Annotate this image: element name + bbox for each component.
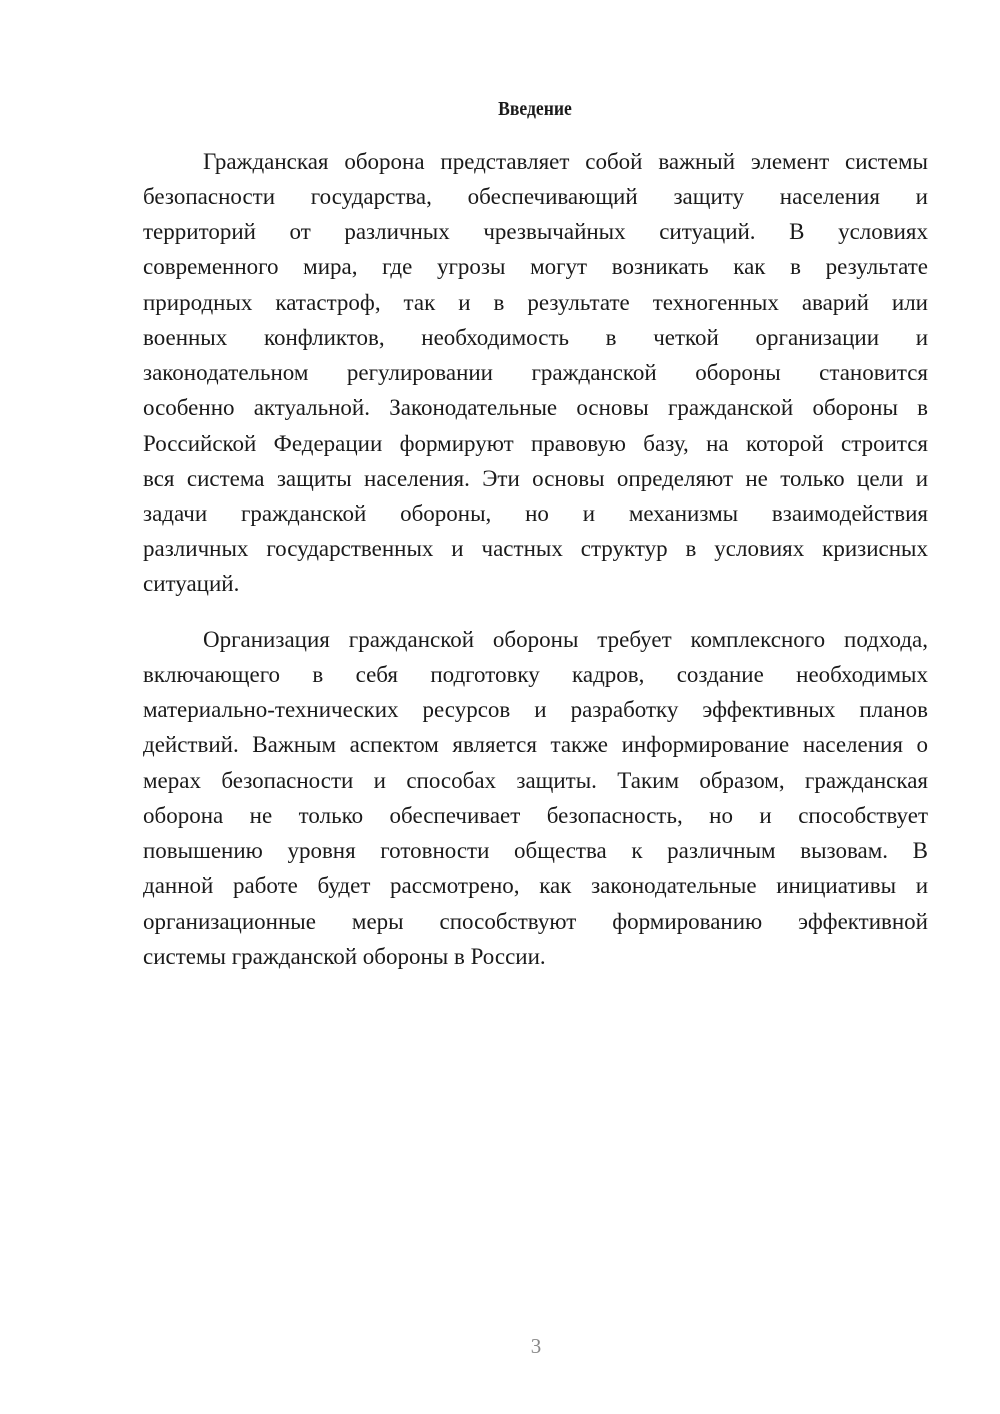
text-line: безопасности государства, обеспечивающий защиту населения и [143, 184, 928, 209]
text-line: законодательном регулировании гражданской обороны становится [143, 360, 928, 385]
text-line: повышению уровня готовности общества к различным вызовам. В [143, 838, 928, 863]
page-number: 3 [530, 1334, 542, 1358]
text-line: материально-технических ресурсов и разработку эффективных планов [143, 697, 928, 722]
text-line: мерах безопасности и способах защиты. Таким образом, гражданская [143, 768, 928, 793]
text-line: включающего в себя подготовку кадров, создание необходимых [143, 662, 928, 687]
text-line: действий. Важным аспектом является также информирование населения о [143, 732, 928, 757]
text-line: задачи гражданской обороны, но и механизмы взаимодействия [143, 501, 928, 526]
text-line: Гражданская оборона представляет собой важный элемент системы [203, 149, 928, 174]
text-line: Российской Федерации формируют правовую базу, на которой строится [143, 431, 928, 456]
text-line: Организация гражданской обороны требует комплексного подхода, [203, 627, 928, 652]
text-line: ситуаций. [143, 571, 240, 596]
section-heading: Введение [498, 98, 572, 120]
text-line: современного мира, где угрозы могут возникать как в результате [143, 254, 928, 279]
text-line: организационные меры способствуют формированию эффективной [143, 909, 928, 934]
text-line: различных государственных и частных структур в условиях кризисных [143, 536, 928, 561]
text-line: данной работе будет рассмотрено, как законодательные инициативы и [143, 873, 928, 898]
text-line: территорий от различных чрезвычайных ситуаций. В условиях [143, 219, 928, 244]
text-line: природных катастроф, так и в результате техногенных аварий или [143, 290, 928, 315]
text-line: вся система защиты населения. Эти основы определяют не только цели и [143, 466, 928, 491]
text-line: системы гражданской обороны в России. [143, 944, 546, 969]
text-line: оборона не только обеспечивает безопасность, но и способствует [143, 803, 928, 828]
text-line: особенно актуальной. Законодательные основы гражданской обороны в [143, 395, 928, 420]
text-line: военных конфликтов, необходимость в четкой организации и [143, 325, 928, 350]
